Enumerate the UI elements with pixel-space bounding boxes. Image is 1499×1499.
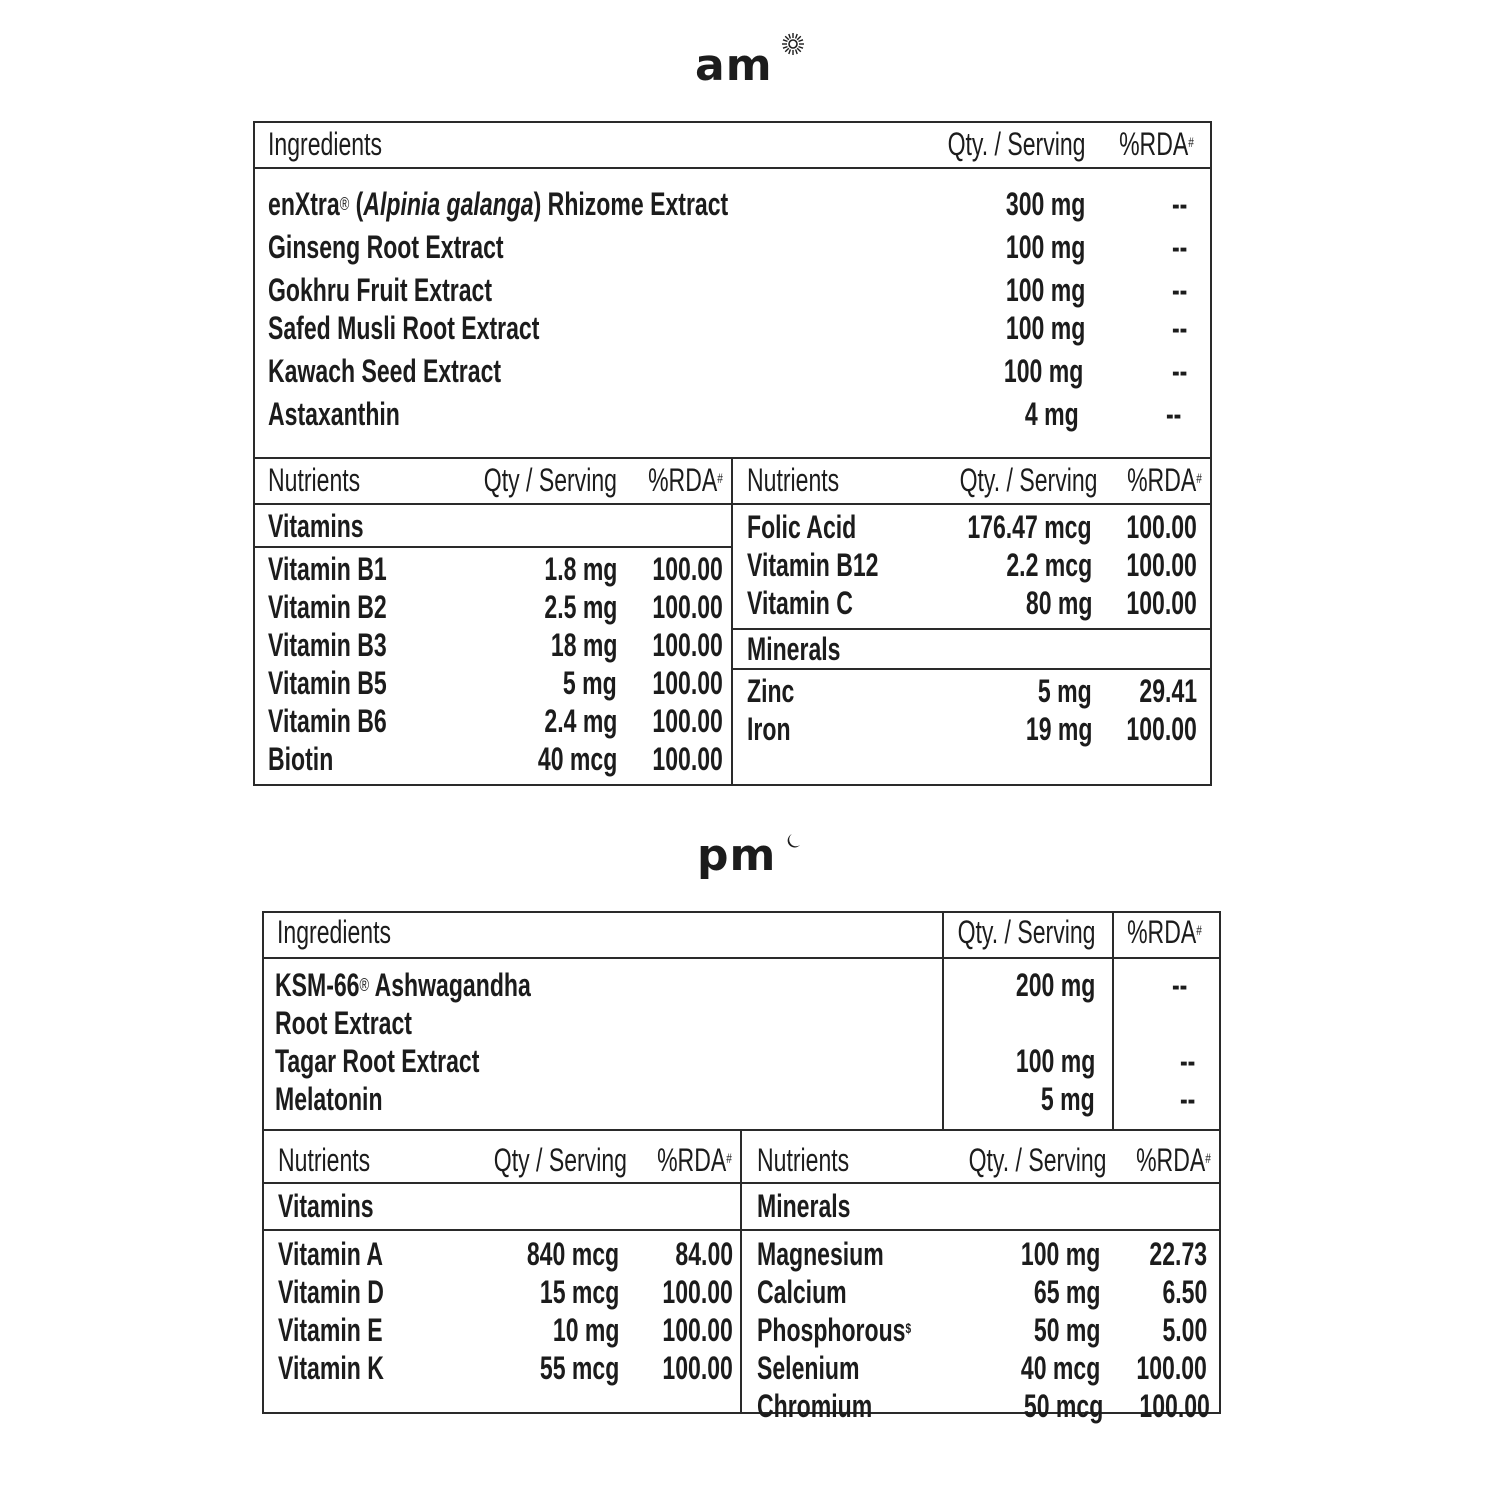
am-mineral-rda: 29.41 [1139,673,1197,709]
am-right-nutrients-header-name: Nutrients [747,462,840,498]
pm-mineral-name: Phosphorous$ [757,1312,912,1348]
am-left-nutrients-header-qty: Qty / Serving [483,462,617,498]
pm-mineral-qty: 40 mcg [1020,1350,1100,1386]
pm-vitamin-name: Vitamin A [278,1236,383,1272]
am-vitamins-subheader-divider [253,546,733,548]
pm-ingredients-header-divider [262,957,1221,959]
pm-vitamin-name: Vitamin D [278,1274,384,1310]
am-ingredient-rda: -- [1171,186,1187,222]
pm-ingredient-qty: 100 mg [1015,1043,1095,1079]
pm-minerals-group-label: Minerals [757,1188,851,1224]
am-vitamin-rda: 100.00 [652,589,723,625]
am-ingredient-rda: -- [1165,396,1181,432]
pm-ingredient-rda: -- [1179,1043,1195,1079]
pm-ingredients-header-qty: Qty. / Serving [957,914,1095,950]
pm-mineral-rda: 100.00 [1139,1388,1210,1424]
am-ingredient-rda: -- [1171,229,1187,265]
am-vitamin-name: Folic Acid [747,509,857,545]
pm-mineral-qty: 50 mg [1033,1312,1100,1348]
pm-left-nutrients-header-qty: Qty / Serving [493,1142,627,1178]
pm-vitamin-rda: 100.00 [662,1350,733,1386]
am-vitamin-name: Vitamin C [747,585,853,621]
am-mineral-qty: 5 mg [1038,673,1092,709]
am-ingredients-header-name: Ingredients [268,126,382,162]
pm-ingredients-header-rda: %RDA# [1127,914,1202,950]
pm-vitamins-group-label: Vitamins [278,1188,374,1224]
am-right-nutrients-header-qty: Qty. / Serving [959,462,1097,498]
am-vitamin-qty: 1.8 mg [544,551,617,587]
am-vitamin-qty: 2.4 mg [544,703,617,739]
am-ingredients-header-qty: Qty. / Serving [947,126,1085,162]
am-vitamin-name: Vitamin B5 [268,665,387,701]
am-title-text: am [695,40,773,91]
pm-mineral-rda: 6.50 [1162,1274,1207,1310]
pm-ingredient-qty: 5 mg [1041,1081,1095,1117]
am-vitamin-name: Vitamin B1 [268,551,387,587]
pm-mineral-qty: 50 mcg [1023,1388,1103,1424]
am-ingredients-header-rda: %RDA# [1119,126,1194,162]
pm-ingredients-qty-column-divider [942,911,944,1131]
am-mineral-name: Iron [747,711,791,747]
pm-vitamin-rda: 100.00 [662,1274,733,1310]
am-vitamin-qty: 2.2 mcg [1006,547,1092,583]
am-ingredient-name: Kawach Seed Extract [268,353,502,389]
pm-nutrients-column-divider [740,1129,742,1414]
am-mineral-qty: 19 mg [1025,711,1092,747]
pm-vitamin-qty: 10 mg [552,1312,619,1348]
am-ingredient-rda: -- [1171,310,1187,346]
am-ingredient-rda: -- [1171,272,1187,308]
am-ingredient-qty: 100 mg [1005,272,1085,308]
pm-ingredient-name: KSM-66® Ashwagandha [275,967,531,1003]
pm-left-nutrients-header-name: Nutrients [278,1142,371,1178]
pm-vitamin-name: Vitamin E [278,1312,383,1348]
am-vitamin-qty: 2.5 mg [544,589,617,625]
am-vitamin-rda: 100.00 [652,551,723,587]
am-ingredients-header-divider [253,167,1212,169]
am-title [695,40,773,91]
am-ingredient-rda: -- [1171,353,1187,389]
am-vitamin-qty: 40 mcg [537,741,617,777]
am-ingredient-name: Ginseng Root Extract [268,229,504,265]
am-ingredient-name: Safed Musli Root Extract [268,310,540,346]
sun-icon [781,32,805,62]
am-ingredient-qty: 100 mg [1003,353,1083,389]
pm-vitamin-name: Vitamin K [278,1350,384,1386]
pm-ingredient-qty: 200 mg [1015,967,1095,1003]
am-vitamin-qty: 80 mg [1025,585,1092,621]
pm-vitamin-qty: 55 mcg [539,1350,619,1386]
pm-mineral-rda: 22.73 [1149,1236,1207,1272]
pm-ingredient-rda: -- [1171,967,1187,1003]
am-vitamin-name: Vitamin B6 [268,703,387,739]
pm-ingredients-header-name: Ingredients [277,914,391,950]
am-vitamin-qty: 18 mg [550,627,617,663]
pm-ingredient-rda: -- [1179,1081,1195,1117]
pm-title-text: pm [697,830,777,881]
am-left-nutrients-header-name: Nutrients [268,462,361,498]
am-vitamin-rda: 100.00 [652,741,723,777]
am-ingredient-qty: 300 mg [1005,186,1085,222]
pm-ingredients-rda-column-divider [1112,911,1114,1131]
am-vitamin-qty: 5 mg [563,665,617,701]
pm-mineral-name: Magnesium [757,1236,884,1272]
pm-ingredient-name: Melatonin [275,1081,383,1117]
pm-right-nutrients-header-name: Nutrients [757,1142,850,1178]
pm-vitamin-qty: 15 mcg [539,1274,619,1310]
am-right-nutrients-header-rda: %RDA# [1127,462,1202,498]
am-left-nutrients-header-rda: %RDA# [648,462,723,498]
am-ingredient-name: enXtra® (Alpinia galanga) Rhizome Extract [268,186,729,222]
pm-mineral-rda: 100.00 [1136,1350,1207,1386]
pm-ingredient-name-line2: Root Extract [275,1005,412,1041]
pm-mineral-name: Selenium [757,1350,860,1386]
pm-vitamin-rda: 84.00 [675,1236,733,1272]
crescent-moon-icon [785,832,801,857]
am-vitamin-rda: 100.00 [652,703,723,739]
am-vitamin-name: Vitamin B12 [747,547,879,583]
pm-right-nutrients-header-rda: %RDA# [1136,1142,1211,1178]
pm-left-nutrients-header-rda: %RDA# [657,1142,732,1178]
am-vitamin-name: Biotin [268,741,334,777]
am-vitamin-rda: 100.00 [652,665,723,701]
am-vitamin-rda: 100.00 [1126,509,1197,545]
am-mineral-rda: 100.00 [1126,711,1197,747]
pm-mineral-qty: 100 mg [1020,1236,1100,1272]
am-vitamin-name: Vitamin B3 [268,627,387,663]
am-vitamin-qty: 176.47 mcg [967,509,1092,545]
am-vitamins-group-label: Vitamins [268,508,364,544]
pm-vitamin-rda: 100.00 [662,1312,733,1348]
pm-right-nutrients-header-qty: Qty. / Serving [968,1142,1106,1178]
am-minerals-bottom-divider [731,668,1212,670]
am-mineral-name: Zinc [747,673,795,709]
pm-ingredient-name: Tagar Root Extract [275,1043,480,1079]
am-minerals-group-label: Minerals [747,631,841,667]
pm-mineral-name: Chromium [757,1388,873,1424]
am-vitamin-rda: 100.00 [652,627,723,663]
am-nutrients-column-divider [731,457,733,786]
am-ingredient-qty: 100 mg [1005,310,1085,346]
am-vitamin-name: Vitamin B2 [268,589,387,625]
am-ingredient-qty: 100 mg [1005,229,1085,265]
pm-mineral-name: Calcium [757,1274,847,1310]
pm-vitamin-qty: 840 mcg [526,1236,619,1272]
am-vitamin-rda: 100.00 [1126,547,1197,583]
am-vitamin-rda: 100.00 [1126,585,1197,621]
am-ingredient-name: Astaxanthin [268,396,400,432]
pm-mineral-qty: 65 mg [1033,1274,1100,1310]
am-ingredient-qty: 4 mg [1025,396,1079,432]
pm-mineral-rda: 5.00 [1162,1312,1207,1348]
pm-title [697,830,776,881]
am-ingredient-name: Gokhru Fruit Extract [268,272,493,308]
